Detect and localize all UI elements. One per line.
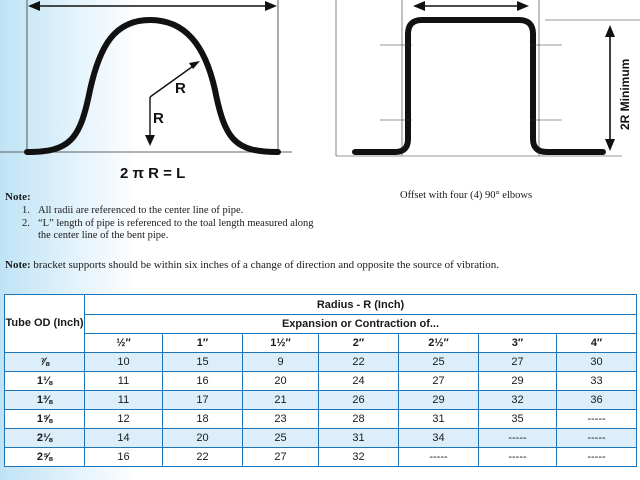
radius-cell: 15 [163,353,243,372]
radius-cell: 21 [243,391,319,410]
radius-cell: 16 [163,372,243,391]
radius-label-lower: R [153,110,164,127]
radius-cell: 32 [479,391,557,410]
offset-caption: Offset with four (4) 90° elbows [400,190,533,201]
bent-pipe-loop [27,20,278,152]
two-r-minimum-label: 2R Minimum [618,58,632,130]
note-text: “L” length of pipe is referenced to the toal length measured along the center line of the bent pipe. [38,217,314,241]
table-row [5,429,637,448]
radius-cell: 17 [163,391,243,410]
right-offset-figure [336,0,640,156]
column-header: 1½″ [243,334,319,353]
radius-cell: 25 [399,353,479,372]
radius-cell: 34 [399,429,479,448]
notes-list [22,205,322,243]
note-item [22,205,322,218]
radius-cell: 33 [557,372,637,391]
radius-cell: 18 [163,410,243,429]
radius-cell: 11 [85,391,163,410]
expansion-loop-diagram [0,0,640,190]
table-row [5,448,637,467]
offset-arrow-right [517,1,529,11]
table-row [5,353,637,372]
radius-cell: 36 [557,391,637,410]
radius-cell: ----- [557,448,637,467]
radius-cell: 35 [479,410,557,429]
column-header: 1″ [163,334,243,353]
radius-cell: ----- [479,448,557,467]
offset-pipe [355,20,603,152]
left-loop-figure [0,0,292,182]
column-header: 3″ [479,334,557,353]
radius-label-upper: R [175,80,186,97]
bracket-note-text: bracket supports should be within six inches of a change of direction and opposite the source of vibration. [30,259,499,271]
radius-line-diagonal [150,64,196,97]
radius-cell: ----- [557,429,637,448]
tube-od-cell: 2⅝ [5,448,85,467]
radius-cell: 32 [319,448,399,467]
length-arrow-left [28,1,40,11]
notes-heading: Note: [5,191,31,203]
radius-table [4,294,637,467]
radius-cell: 22 [163,448,243,467]
radius-cell: 16 [85,448,163,467]
table-row [5,372,637,391]
column-header: ½″ [85,334,163,353]
radius-cell: 11 [85,372,163,391]
radius-cell: 20 [243,372,319,391]
radius-cell: 9 [243,353,319,372]
radius-cell: 14 [85,429,163,448]
length-formula: 2 π R = L [120,165,186,182]
offset-arrow-left [413,1,425,11]
bracket-support-note [5,259,499,271]
radius-cell: ----- [399,448,479,467]
radius-cell: 27 [479,353,557,372]
tube-od-cell: 2⅛ [5,429,85,448]
radius-cell: 30 [557,353,637,372]
radius-cell: 12 [85,410,163,429]
table-row [5,410,637,429]
radius-cell: 27 [399,372,479,391]
radius-cell: 23 [243,410,319,429]
tube-od-header: Tube OD (Inch) [5,295,85,353]
length-arrow-right [265,1,277,11]
radius-cell: 24 [319,372,399,391]
radius-cell: 26 [319,391,399,410]
table-row [5,391,637,410]
note-text: All radii are referenced to the center line of pipe. [38,205,244,216]
two-r-arrow-top [605,25,615,37]
radius-cell: ----- [557,410,637,429]
radius-cell: 31 [319,429,399,448]
radius-cell: 31 [399,410,479,429]
tube-od-cell: 1⅝ [5,410,85,429]
tube-od-cell: 1⅜ [5,391,85,410]
note-number: 2. [22,217,30,229]
note-item [22,218,322,243]
radius-arrow-vertical [145,135,155,146]
bracket-note-label: Note: [5,259,31,271]
radius-cell: 22 [319,353,399,372]
column-header: 4″ [557,334,637,353]
radius-cell: ----- [479,429,557,448]
note-number: 1. [22,205,30,216]
tube-od-cell: ⅞ [5,353,85,372]
expansion-subheader: Expansion or Contraction of... [85,315,637,334]
column-header: 2″ [319,334,399,353]
two-r-arrow-bottom [605,139,615,151]
column-header: 2½″ [399,334,479,353]
radius-cell: 20 [163,429,243,448]
radius-table-body [5,353,637,467]
tube-od-cell: 1⅛ [5,372,85,391]
radius-header: Radius - R (Inch) [85,295,637,315]
radius-cell: 25 [243,429,319,448]
radius-cell: 10 [85,353,163,372]
radius-cell: 27 [243,448,319,467]
radius-cell: 29 [399,391,479,410]
radius-cell: 28 [319,410,399,429]
radius-cell: 29 [479,372,557,391]
